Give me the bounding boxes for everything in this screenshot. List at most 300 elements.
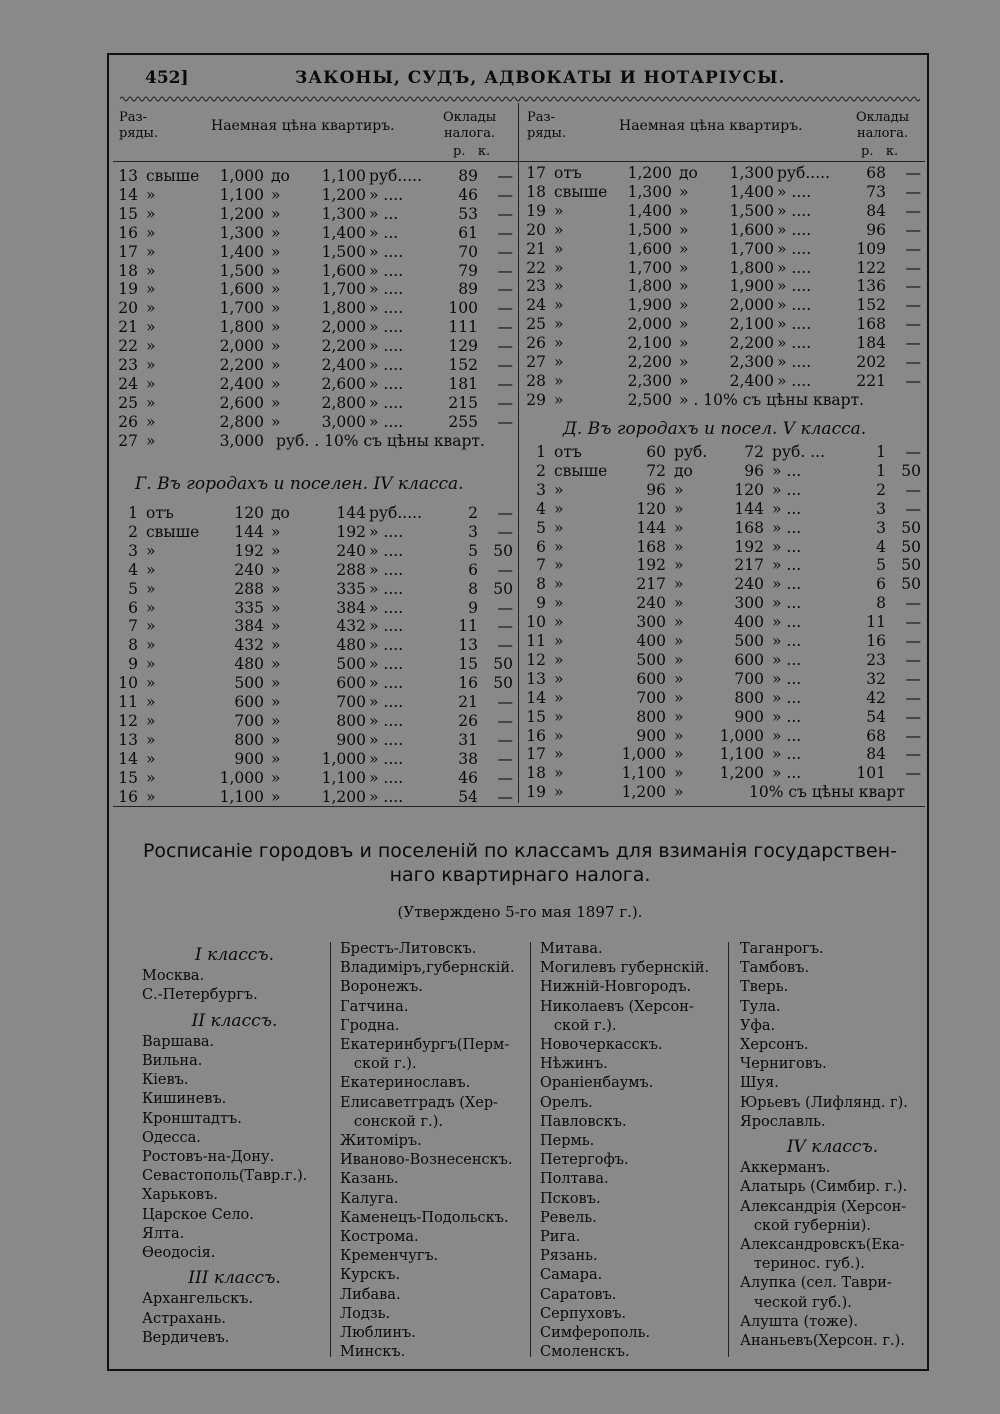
table-cell: » ... — [772, 556, 802, 575]
table-cell: 300 — [636, 613, 666, 632]
table-row — [116, 186, 516, 205]
table-cell: 50 — [901, 556, 921, 575]
table-cell: — — [497, 261, 513, 280]
table-cell: » — [271, 636, 281, 655]
table-cell: 2,000 — [321, 318, 366, 337]
list-item: Херсонъ. — [740, 1037, 809, 1054]
table-cell: » .... — [369, 711, 404, 730]
table-cell: » — [146, 223, 156, 242]
table-cell: 19 — [526, 201, 546, 220]
list-item: Владиміръ,губернскій. — [340, 960, 515, 977]
table-cell: » — [554, 258, 564, 277]
table-row — [524, 575, 924, 594]
list-item: Симферополь. — [540, 1325, 651, 1342]
table-cell: » — [271, 655, 281, 674]
table-cell: 2,100 — [729, 315, 774, 334]
table-cell: 5 — [468, 541, 478, 560]
table-cell: 1,000 — [621, 745, 666, 764]
table-cell: 1,600 — [729, 220, 774, 239]
list-item: Алупка (сел. Таври- — [740, 1275, 892, 1292]
list-item: Тула. — [740, 998, 781, 1015]
list-item: Смоленскъ. — [540, 1344, 630, 1361]
table-cell: » — [554, 371, 564, 390]
table-cell: 900 — [336, 730, 366, 749]
table-cell: 221 — [856, 371, 886, 390]
table-cell: » — [271, 356, 281, 374]
list-item: Нижній-Новгородъ. — [540, 979, 692, 996]
table-cell: — — [905, 707, 921, 726]
table-row — [524, 745, 924, 764]
table-row — [524, 164, 924, 183]
table-cell: » — [271, 522, 281, 541]
table-cell: » .... — [369, 242, 404, 261]
table-cell: » — [271, 674, 281, 693]
table-cell: 144 — [234, 522, 264, 541]
table-cell: 25 — [526, 315, 546, 334]
table-cell: 12 — [526, 650, 546, 669]
table-cell: 900 — [734, 707, 764, 726]
table-cell: » .... — [777, 353, 812, 371]
table-cell: 54 — [458, 787, 478, 806]
table-cell: » .... — [369, 579, 404, 598]
schedule-title-line1: Росписаніе городовъ и поселеній по классамъ для взиманія государствен- — [142, 840, 898, 862]
section-g-title: Г. Въ городахъ и поселен. IV класса. — [135, 474, 464, 494]
table-cell: » ... — [772, 499, 802, 518]
table-cell: 1,300 — [219, 223, 264, 242]
table-cell: » ... — [772, 707, 802, 726]
table-cell: 1,500 — [627, 220, 672, 239]
table-cell: руб..... — [369, 504, 423, 522]
list-item: Серпуховъ. — [540, 1305, 627, 1322]
list-item: ческой губ.). — [740, 1294, 852, 1311]
table-cell: 2,600 — [321, 374, 366, 393]
table-cell: 1,300 — [627, 182, 672, 201]
table-row — [524, 651, 924, 670]
table-cell: 16 — [118, 223, 138, 242]
table-cell: » .... — [369, 598, 404, 617]
table-cell: 13 — [118, 730, 138, 749]
table-cell: 152 — [856, 296, 886, 315]
table-cell: 384 — [234, 617, 264, 636]
table-cell: » — [271, 787, 281, 806]
table-cell: 3 — [876, 518, 886, 537]
table-cell: 192 — [234, 541, 264, 560]
table-cell: 120 — [734, 480, 764, 499]
table-cell: » — [146, 412, 156, 431]
table-cell: » — [554, 764, 564, 783]
table-cell: 288 — [336, 560, 366, 579]
table-cell: — — [497, 598, 513, 617]
table-cell: 1,000 — [219, 167, 264, 185]
table-cell: 9 — [468, 598, 478, 617]
table-cell: » — [674, 745, 684, 764]
table-row — [524, 277, 924, 296]
table-cell: 11 — [458, 617, 478, 636]
table-cell: 152 — [448, 356, 478, 374]
table-cell: — — [905, 764, 921, 783]
header-razryady-right: Раз- ряды. — [527, 110, 567, 141]
table-cell: » — [146, 393, 156, 412]
table-cell: » — [146, 299, 156, 318]
table-cell: 21 — [118, 318, 138, 337]
table-cell: 400 — [636, 632, 666, 650]
table-cell: » — [271, 393, 281, 412]
table-cell: — — [497, 522, 513, 541]
table-cell: 84 — [866, 201, 886, 220]
list-item: Орелъ. — [540, 1094, 593, 1111]
table-cell: свыше — [146, 522, 200, 541]
table-cell: 2,200 — [627, 353, 672, 371]
table-cell: 2,400 — [321, 356, 366, 374]
table-cell: — — [497, 749, 513, 768]
table-cell: — — [905, 669, 921, 688]
table-cell: 25 — [118, 393, 138, 412]
table-cell: — — [497, 242, 513, 261]
table-cell: — — [905, 315, 921, 334]
table-cell: 120 — [234, 504, 264, 522]
class-heading: IV классъ. — [786, 1137, 879, 1158]
table-cell: — — [497, 617, 513, 636]
list-item: Севастополь(Тавр.г.). — [142, 1168, 308, 1185]
table-row — [116, 750, 516, 769]
table-cell: свыше — [554, 182, 608, 201]
table-cell: свыше — [146, 167, 200, 185]
table-cell: » — [554, 499, 564, 518]
table-cell: » .... — [369, 522, 404, 541]
table-row — [116, 788, 516, 807]
table-cell: 600 — [734, 650, 764, 669]
table-cell: 800 — [336, 711, 366, 730]
table-cell: 168 — [856, 315, 886, 334]
list-item: Каменецъ-Подольскъ. — [340, 1209, 509, 1226]
table-cell: 20 — [118, 299, 138, 318]
column-separator-2 — [530, 942, 531, 1357]
table-cell: 6 — [536, 537, 546, 556]
table-cell: » — [679, 277, 689, 296]
table-row — [116, 413, 516, 432]
table-cell: » — [674, 783, 684, 802]
table-cell: — — [497, 393, 513, 412]
list-item: Черниговъ. — [740, 1056, 827, 1073]
table-row — [524, 202, 924, 221]
table-cell: » ... — [772, 726, 802, 745]
table-row — [116, 375, 516, 394]
table-cell: 2,000 — [729, 296, 774, 315]
table-cell: » — [674, 613, 684, 632]
table-cell: 3 — [876, 499, 886, 518]
list-item: Житоміръ. — [340, 1133, 422, 1150]
table-row — [116, 712, 516, 731]
table-cell: 20 — [526, 220, 546, 239]
table-cell: 1,700 — [219, 299, 264, 318]
table-cell: 240 — [636, 594, 666, 613]
table-cell: 2,800 — [321, 393, 366, 412]
table-cell: 50 — [901, 537, 921, 556]
table-cell: 2 — [536, 461, 546, 480]
list-item: Аккерманъ. — [740, 1160, 831, 1177]
table-cell: 1,600 — [219, 280, 264, 299]
table-cell: 122 — [856, 258, 886, 277]
table-cell: — — [905, 277, 921, 296]
table-cell: » — [554, 650, 564, 669]
table-cell: » .... — [369, 393, 404, 412]
table-cell: 384 — [336, 598, 366, 617]
table-cell: » .... — [777, 296, 812, 315]
table-cell: » — [146, 674, 156, 693]
table-cell: 500 — [734, 632, 764, 650]
table-cell: » — [679, 182, 689, 201]
table-row — [116, 262, 516, 281]
table-cell: » — [271, 711, 281, 730]
table-cell: — — [497, 280, 513, 299]
list-item: Рязань. — [540, 1248, 598, 1265]
table-cell: 13 — [526, 669, 546, 688]
table-cell: отъ — [554, 443, 582, 461]
table-cell: 480 — [336, 636, 366, 655]
table-cell: » — [271, 693, 281, 711]
list-item: Казань. — [340, 1171, 399, 1188]
table-cell: — — [497, 560, 513, 579]
table-row — [116, 542, 516, 561]
table-row — [524, 689, 924, 708]
table-row — [524, 613, 924, 632]
table-cell: 10 — [118, 674, 138, 693]
table-cell: » — [554, 594, 564, 613]
table-row — [524, 315, 924, 334]
table-cell: » — [674, 764, 684, 783]
table-cell: » — [554, 783, 564, 802]
table-row — [524, 519, 924, 538]
table-cell: 29 — [526, 390, 546, 409]
table-cell: » .... — [369, 617, 404, 636]
table-row — [524, 240, 924, 259]
table-cell: » .... — [369, 693, 404, 711]
wavy-divider — [120, 94, 920, 104]
table-cell: 11 — [118, 693, 138, 711]
list-item: Варшава. — [142, 1033, 215, 1050]
table-cell: » — [554, 669, 564, 688]
table-cell: » — [146, 261, 156, 280]
table-cell: » — [146, 693, 156, 711]
table-cell: 1,200 — [719, 764, 764, 783]
list-item: ской г.). — [340, 1056, 417, 1073]
list-item: Харьковъ. — [142, 1187, 218, 1204]
list-item: Уфа. — [740, 1017, 776, 1034]
table-cell: » .... — [369, 280, 404, 299]
table-cell: — — [905, 726, 921, 745]
table-cell: 17 — [118, 242, 138, 261]
table-cell: » ... — [772, 669, 802, 688]
table-cell: 255 — [448, 412, 478, 431]
table-cell: 31 — [458, 730, 478, 749]
table-cell: » — [679, 201, 689, 220]
table-cell: » — [554, 745, 564, 764]
list-item: Царское Село. — [142, 1206, 254, 1223]
table-cell: 9 — [536, 594, 546, 613]
table-cell: 60 — [646, 443, 666, 461]
table-cell: » — [554, 726, 564, 745]
list-item: Калуга. — [340, 1190, 399, 1207]
list-item: Москва. — [142, 968, 205, 985]
table-cell: 15 — [458, 655, 478, 674]
table-cell: — — [905, 480, 921, 499]
table-cell: 2,100 — [627, 334, 672, 353]
table-cell: » — [554, 537, 564, 556]
table-cell: 3,000 — [219, 431, 264, 450]
list-item: Самара. — [540, 1267, 603, 1284]
table-cell: » — [554, 632, 564, 650]
table-cell: руб. . 10% съ цѣны кварт. — [276, 431, 485, 450]
table-cell: » — [674, 726, 684, 745]
table-cell: 1,500 — [219, 261, 264, 280]
table-cell: руб. ... — [772, 443, 826, 461]
table-cell: » — [554, 688, 564, 707]
table-cell: 5 — [536, 518, 546, 537]
table-cell: 16 — [118, 787, 138, 806]
table-cell: 1,100 — [321, 768, 366, 787]
approval-note: (Утверждено 5-го мая 1897 г.). — [397, 903, 643, 921]
table-cell: 26 — [526, 334, 546, 353]
list-item: Ялта. — [142, 1225, 185, 1242]
table-cell: » — [271, 598, 281, 617]
schedule-title-line2: наго квартирнаго налога. — [389, 864, 651, 886]
table-cell: » — [679, 258, 689, 277]
table-cell: 18 — [526, 764, 546, 783]
table-cell: » — [271, 617, 281, 636]
table-cell: — — [497, 318, 513, 337]
list-item: Кронштадтъ. — [142, 1110, 242, 1127]
table-cell: 1,100 — [621, 764, 666, 783]
table-cell: 2,400 — [219, 374, 264, 393]
table-row — [116, 337, 516, 356]
table-cell: 4 — [536, 499, 546, 518]
table-cell: 6 — [876, 575, 886, 594]
table-cell: » — [146, 280, 156, 299]
table-cell: 50 — [493, 579, 513, 598]
table-row — [116, 356, 516, 375]
table-cell: » .... — [369, 730, 404, 749]
table-cell: 700 — [636, 688, 666, 707]
table-cell: 1 — [128, 504, 138, 522]
table-cell: » .... — [369, 560, 404, 579]
table-cell: — — [905, 745, 921, 764]
table-cell: 1,100 — [219, 185, 264, 204]
table-cell: » — [146, 185, 156, 204]
right-table-header — [524, 108, 924, 160]
list-item: Гатчина. — [340, 998, 409, 1015]
page-number: 452] — [145, 68, 189, 88]
table-cell: » — [554, 390, 564, 409]
table-row — [524, 372, 924, 391]
table-cell: — — [497, 504, 513, 522]
table-cell: — — [497, 693, 513, 711]
table-cell: — — [497, 730, 513, 749]
table-cell: 215 — [448, 393, 478, 412]
table-row — [524, 481, 924, 500]
table-cell: 96 — [744, 461, 764, 480]
table-row — [116, 394, 516, 413]
table-row — [116, 243, 516, 262]
table-cell: 10 — [526, 613, 546, 632]
table-cell: » .... — [777, 201, 812, 220]
table-cell: » .... — [369, 636, 404, 655]
table-cell: 500 — [336, 655, 366, 674]
table-cell: 500 — [234, 674, 264, 693]
list-item: Ананьевъ(Херсон. г.). — [740, 1333, 905, 1350]
table-cell: » — [146, 749, 156, 768]
table-cell: 2,400 — [729, 371, 774, 390]
table-cell: 2,600 — [219, 393, 264, 412]
table-cell: 32 — [866, 669, 886, 688]
table-cell: 46 — [458, 768, 478, 787]
table-cell: 12 — [118, 711, 138, 730]
table-cell: » — [674, 480, 684, 499]
list-item: Екатеринбургъ(Перм- — [340, 1037, 510, 1054]
table-row — [524, 670, 924, 689]
table-cell: 7 — [128, 617, 138, 636]
list-item: Екатеринославъ. — [340, 1075, 471, 1092]
table-cell: 120 — [636, 499, 666, 518]
table-cell: » — [146, 318, 156, 337]
list-item: Вердичевъ. — [142, 1329, 230, 1346]
table-cell: — — [905, 182, 921, 201]
table-cell: 17 — [526, 164, 546, 182]
table-cell: 111 — [448, 318, 478, 337]
list-item: Кіевъ. — [142, 1072, 189, 1089]
table-cell: 800 — [734, 688, 764, 707]
table-cell: 1,700 — [627, 258, 672, 277]
table-cell: 8 — [128, 636, 138, 655]
table-cell: 1,100 — [321, 167, 366, 185]
table-cell: 288 — [234, 579, 264, 598]
table-cell: 50 — [901, 518, 921, 537]
table-cell: — — [905, 334, 921, 353]
table-cell: » — [271, 204, 281, 223]
table-cell: 184 — [856, 334, 886, 353]
table-cell: 27 — [526, 353, 546, 371]
table-cell: » — [554, 556, 564, 575]
table-row — [116, 523, 516, 542]
table-cell: » .... — [369, 318, 404, 337]
table-cell: 168 — [636, 537, 666, 556]
table-cell: 1,800 — [219, 318, 264, 337]
table-cell: » — [271, 242, 281, 261]
table-cell: » — [554, 480, 564, 499]
list-item: Петергофъ. — [540, 1152, 629, 1169]
table-cell: 8 — [876, 594, 886, 613]
list-item: Воронежъ. — [340, 979, 423, 996]
table-cell: » — [146, 711, 156, 730]
table-cell: » .... — [369, 299, 404, 318]
table-cell: » — [146, 431, 156, 450]
table-row — [524, 334, 924, 353]
table-cell: » .... — [369, 337, 404, 356]
table-cell: отъ — [146, 504, 174, 522]
table-cell: » — [271, 185, 281, 204]
list-item: Юрьевъ (Лифлянд. г). — [740, 1094, 908, 1111]
table-cell: » — [674, 556, 684, 575]
table-cell: — — [497, 711, 513, 730]
table-bottom-rule — [113, 806, 925, 807]
list-item: Пермь. — [540, 1133, 595, 1150]
header-tax: Оклады налога. — [443, 110, 497, 141]
table-cell: » — [146, 204, 156, 223]
table-cell: 240 — [336, 541, 366, 560]
table-cell: » — [146, 768, 156, 787]
list-item: Курскъ. — [340, 1267, 401, 1284]
table-cell: 96 — [866, 220, 886, 239]
table-cell: 1,700 — [321, 280, 366, 299]
